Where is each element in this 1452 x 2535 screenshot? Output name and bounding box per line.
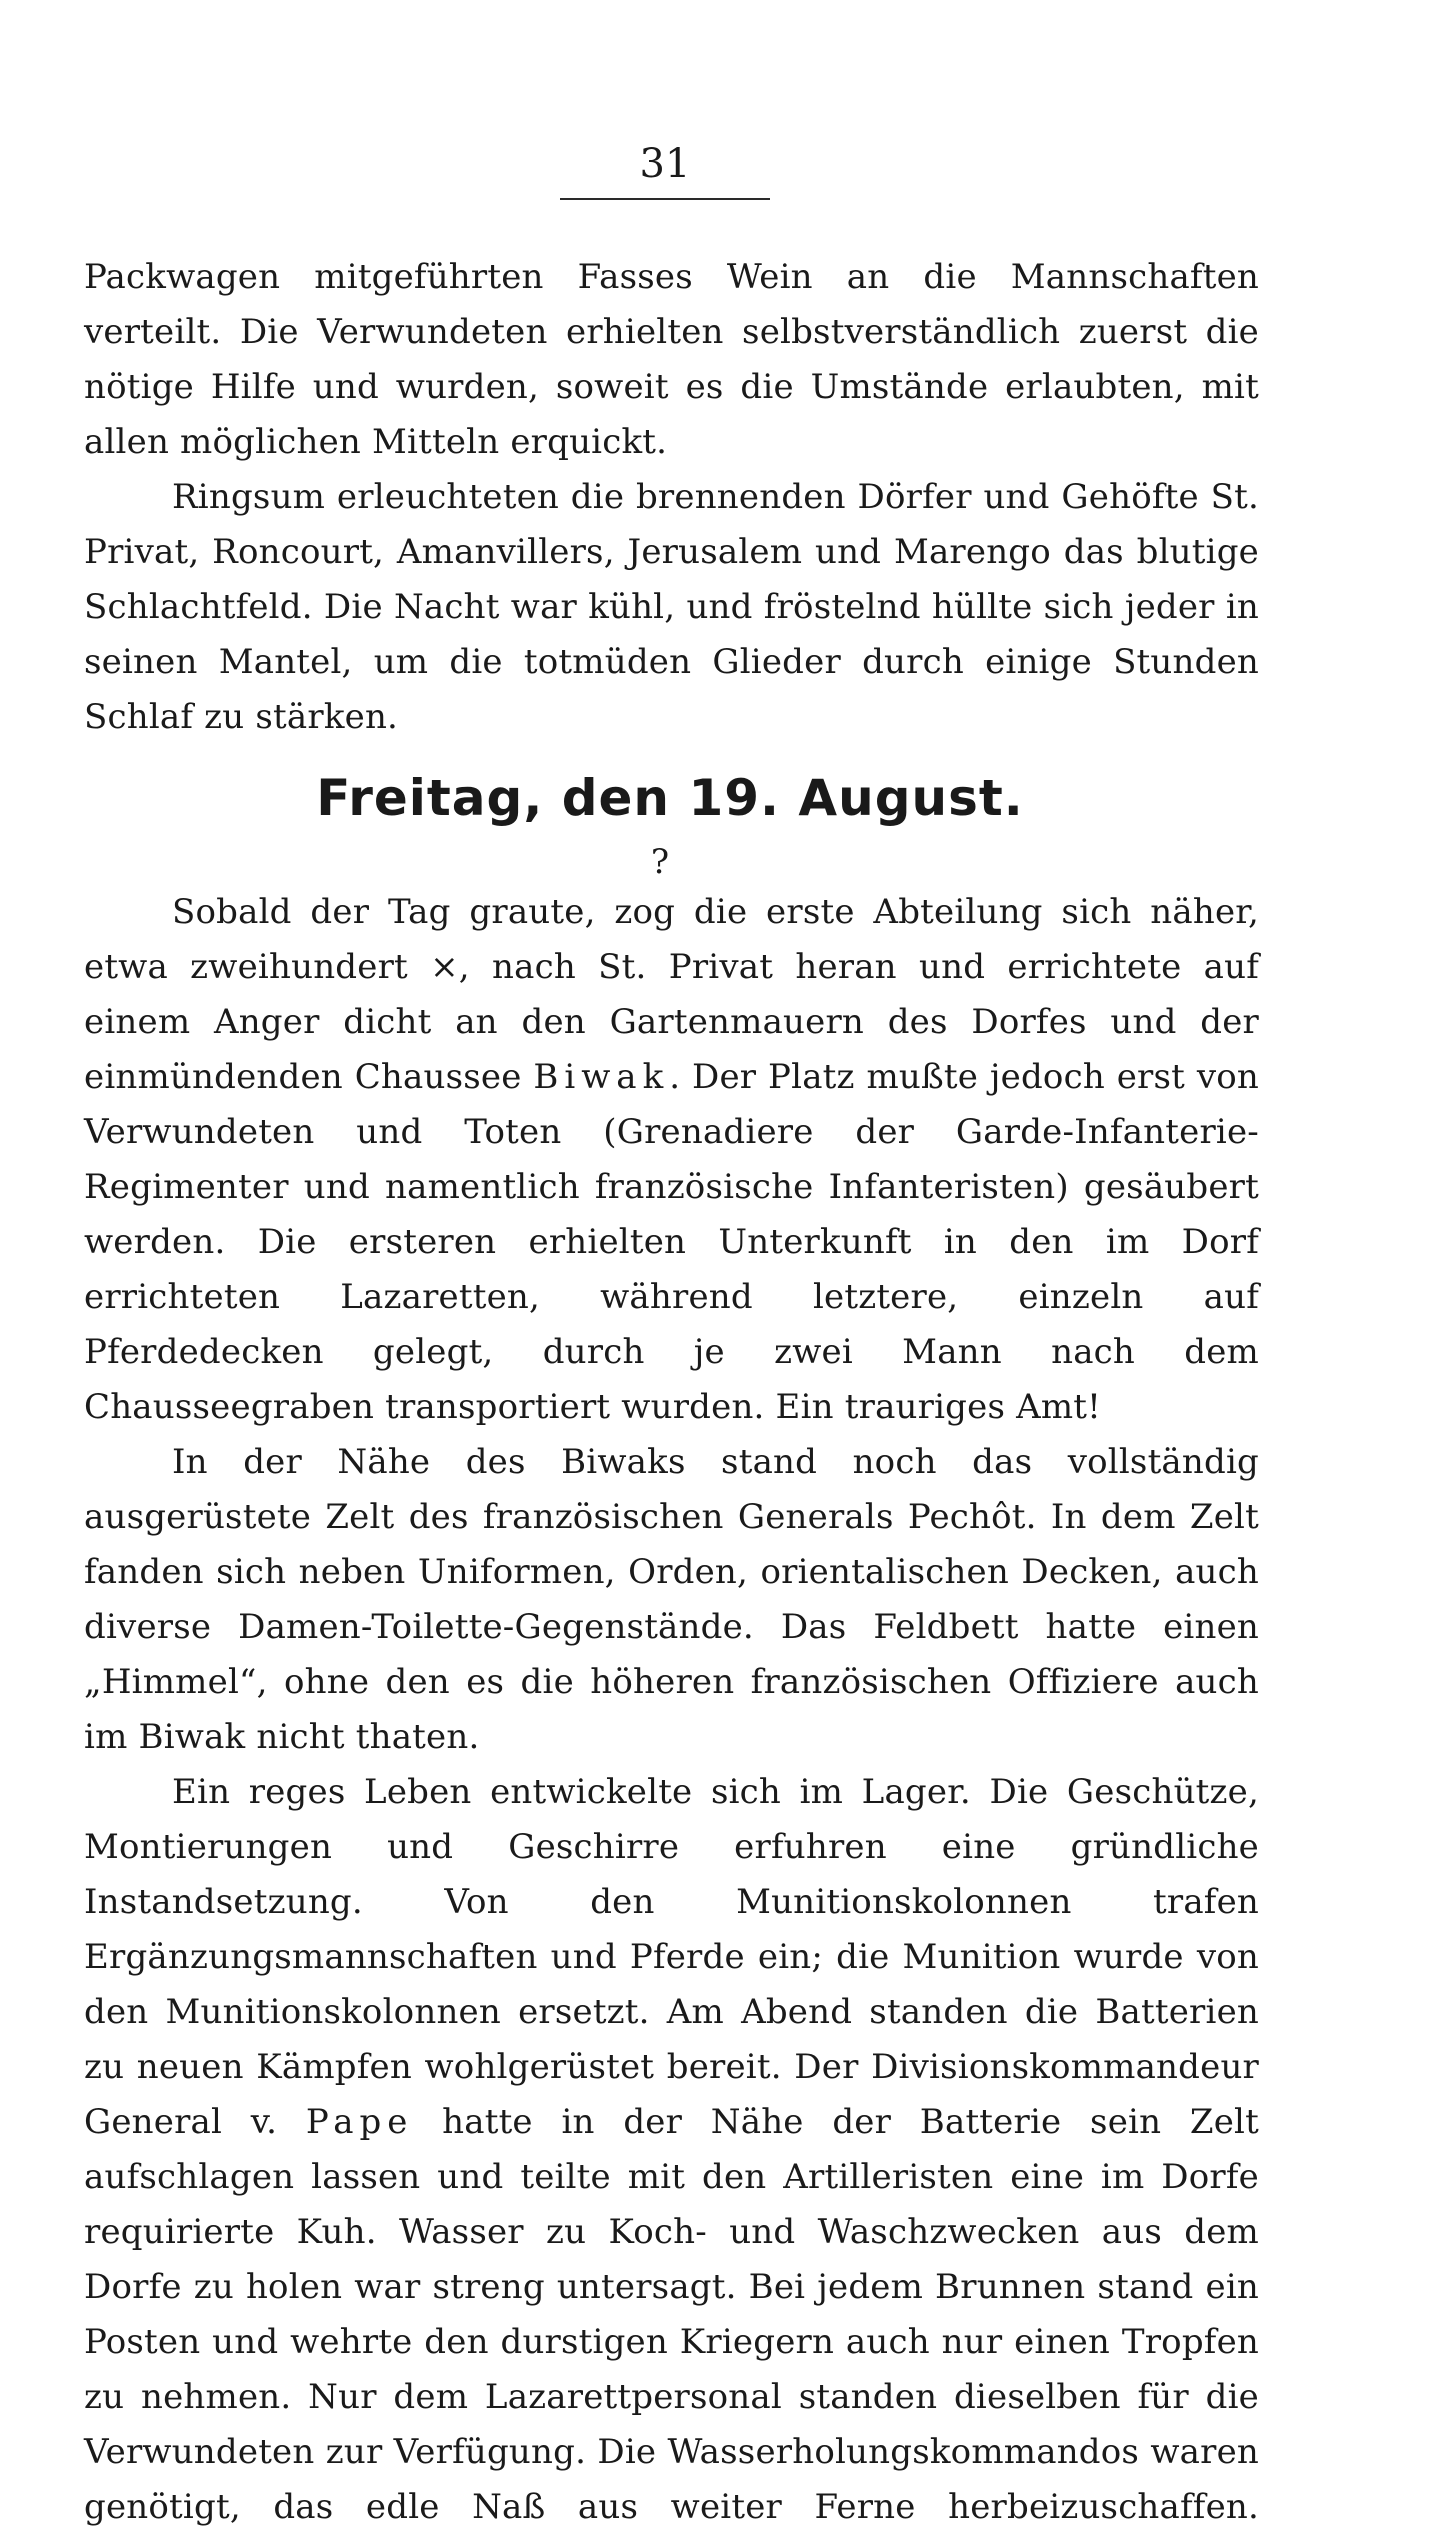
intro-paragraph-1: Packwagen mitgeführten Fasses Wein an die Mannschaften verteilt. Die Verwundeten erhielten selbstverständlich zuerst die nötige Hilfe und wurden, soweit es die Umstände erlaubten, mit allen möglichen Mitteln erquickt.	[84, 257, 1259, 462]
paragraph-1-text-a: Sobald der Tag graute, zog die erste Abteilung sich näher, etwa zweihundert ×, nach St. Privat heran und errichtete auf einem Anger dicht an den Gartenmauern des Dorfes und der einmündenden Chaussee	[84, 892, 1259, 1097]
paragraph-1-text-b: . Der Platz mußte jedoch erst von Verwundeten und Toten (Grenadiere der Garde-Infanterie-Regimenter und namentlich französische Infanteristen) gesäubert werden. Die ersteren erhielten Unterkunft in den im Dorf errichteten Lazaretten, während letztere, einzeln auf Pferdedecken gelegt, durch je zwei Mann nach dem Chausseegraben transportiert wurden. Ein trauriges Amt!	[84, 1057, 1260, 1427]
section-marker: ?	[650, 842, 670, 882]
paragraph-3-text-a: Ein reges Leben entwickelte sich im Lager. Die Geschütze, Montierungen und Geschirre erfuhren eine gründliche Instandsetzung. Von den Munitionskolonnen trafen Ergänzungsmannschaften und Pferde ein; die Munition wurde von den Munitionskolonnen ersetzt. Am Abend standen die Batterien zu neuen Kämpfen wohlgerüstet bereit. Der Divisionskommandeur General v.	[84, 1772, 1259, 2142]
header-rule	[560, 198, 770, 200]
intro-text	[84, 250, 1259, 745]
section-heading: Freitag, den 19. August.	[316, 769, 1024, 827]
intro-paragraph-2: Ringsum erleuchteten die brennenden Dörfer und Gehöfte St. Privat, Roncourt, Amanvillers, Jerusalem und Marengo das blutige Schlachtfeld. Die Nacht war kühl, und fröstelnd hüllte sich jeder in seinen Mantel, um die totmüden Glieder durch einige Stunden Schlaf zu stärken.	[84, 477, 1259, 737]
emphasis-biwak: Biwak	[533, 1057, 670, 1097]
emphasis-pape: Pape	[305, 2102, 414, 2142]
page-number: 31	[639, 141, 691, 187]
section-paragraph-2: In der Nähe des Biwaks stand noch das vollständig ausgerüstete Zelt des französischen Generals Pechôt. In dem Zelt fanden sich neben Uniformen, Orden, orientalischen Decken, auch diverse Damen-Toilette-Gegenstände. Das Feldbett hatte einen „Himmel“, ohne den es die höheren französischen Offiziere auch im Biwak nicht thaten.	[84, 1442, 1259, 1757]
section-paragraph-1	[84, 885, 1259, 1435]
paragraph-3-text-b: hatte in der Nähe der Batterie sein Zelt aufschlagen lassen und teilte mit den Artilleristen eine im Dorfe requirierte Kuh. Wasser zu Koch- und Waschzwecken aus dem Dorfe zu holen war streng untersagt. Bei jedem Brunnen stand ein Posten und wehrte den durstigen Kriegern auch nur einen Tropfen zu nehmen. Nur dem Lazarettpersonal standen dieselben für die Verwundeten zur Verfügung. Die Wasserholungskommandos waren genötigt, das edle Naß aus weiter Ferne herbeizuschaffen.	[84, 2102, 1259, 2527]
section-paragraph-3	[84, 1765, 1259, 2535]
section-text	[84, 885, 1259, 2535]
